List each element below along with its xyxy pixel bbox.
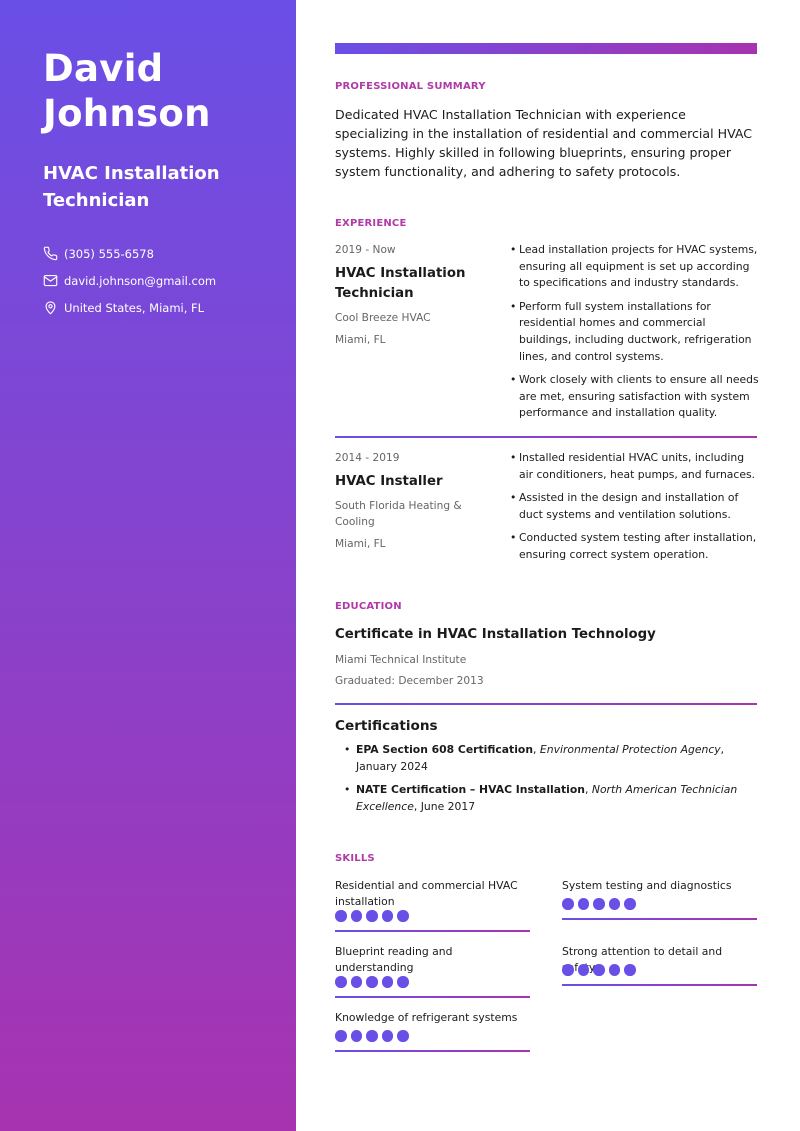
job-role: HVAC Installation Technician (43, 163, 220, 211)
contact-email[interactable] (43, 273, 216, 288)
skill-dot (351, 1030, 363, 1042)
skill-name: Residential and commercial HVAC installation (335, 879, 518, 908)
skill-dot (624, 898, 636, 910)
skill-rating (335, 976, 530, 988)
skill-dot (382, 1030, 394, 1042)
experience-heading: EXPERIENCE (335, 218, 407, 229)
skill-dot (351, 976, 363, 988)
skill-dot (562, 964, 574, 976)
skill-dot (624, 964, 636, 976)
skill-item (562, 944, 757, 986)
job-bullets (510, 242, 760, 429)
skill-divider (335, 930, 530, 932)
certification-item: • EPA Section 608 Certification, Environmental Protection Agency, January 2024 (335, 742, 757, 775)
job-bullet: • Conducted system testing after installation, ensuring correct system operation. (510, 530, 760, 563)
job-title: HVAC Installer (335, 474, 443, 489)
skill-rating (335, 910, 530, 922)
graduation-date: Graduated: December 2013 (335, 675, 484, 687)
skill-dot (366, 1030, 378, 1042)
skill-item (335, 944, 530, 998)
skill-divider (335, 1050, 530, 1052)
skill-divider (562, 918, 757, 920)
location-pin-icon (43, 300, 58, 315)
certification-date: , January 2024 (356, 743, 725, 773)
job-dates: 2019 - Now (335, 244, 396, 256)
job-location: Miami, FL (335, 538, 386, 550)
skill-name: Blueprint reading and understanding (335, 945, 453, 974)
skill-name: Strong attention to detail and (562, 945, 723, 958)
job-company: Cool Breeze HVAC (335, 312, 431, 324)
email-text: david.johnson@gmail.com (64, 273, 217, 288)
skill-rating (335, 1030, 530, 1042)
skill-item (562, 878, 757, 920)
contact-location (43, 300, 204, 315)
skill-item (335, 1010, 530, 1052)
accent-bar (335, 43, 757, 54)
skill-dot (593, 964, 605, 976)
education-divider (335, 703, 757, 705)
skill-dot (578, 964, 590, 976)
certification-name: NATE Certification – HVAC Installation (356, 783, 585, 797)
phone-text: (305) 555-6578 (64, 246, 154, 261)
skill-dot (382, 910, 394, 922)
skill-divider (562, 984, 757, 986)
job-bullet: • Perform full system installations for residential homes and commercial buildings, including ductwork, refrigeration lines, and control systems. (510, 299, 760, 365)
skill-dot (382, 976, 394, 988)
skill-dot (397, 976, 409, 988)
skill-dot (351, 910, 363, 922)
candidate-name: David Johnson (43, 47, 211, 135)
job-dates: 2014 - 2019 (335, 452, 400, 464)
certification-item: • NATE Certification – HVAC Installation, North American Technician Excellence, June 2017 (335, 782, 757, 815)
skill-item (335, 878, 530, 932)
skill-dot (609, 964, 621, 976)
skill-divider (335, 996, 530, 998)
degree-title: Certificate in HVAC Installation Technology (335, 627, 656, 642)
skill-dot (562, 898, 574, 910)
certifications-list (335, 742, 757, 822)
job-bullet: • Assisted in the design and installation of duct systems and ventilation solutions. (510, 490, 760, 523)
job-title: HVAC Installation Technician (335, 266, 466, 301)
job-company: South Florida Heating & Cooling (335, 500, 462, 528)
contact-phone[interactable] (43, 246, 154, 261)
skill-dot (609, 898, 621, 910)
skill-dot (397, 1030, 409, 1042)
job-bullet: • Work closely with clients to ensure all needs are met, ensuring satisfaction with system performance and installation quality. (510, 372, 760, 422)
job-bullets (510, 450, 760, 571)
certifications-heading: Certifications (335, 718, 438, 734)
certification-org: North American Technician Excellence (356, 783, 738, 813)
skill-dot (397, 910, 409, 922)
mail-icon (43, 273, 58, 288)
skill-dot (593, 898, 605, 910)
skill-dot (366, 910, 378, 922)
skill-dot (578, 898, 590, 910)
skill-dot (366, 976, 378, 988)
experience-divider (335, 436, 757, 438)
job-bullet: • Lead installation projects for HVAC systems, ensuring all equipment is set up according to specifications and industry standards. (510, 242, 760, 292)
education-heading: EDUCATION (335, 601, 402, 612)
job-bullet: • Installed residential HVAC units, including air conditioners, heat pumps, and furnaces. (510, 450, 760, 483)
certification-org: Environmental Protection Agency (539, 743, 721, 756)
skill-dot (335, 1030, 347, 1042)
skills-heading: SKILLS (335, 853, 375, 864)
certification-name: EPA Section 608 Certification (356, 743, 534, 756)
summary-heading: PROFESSIONAL SUMMARY (335, 81, 486, 92)
skill-dot (335, 910, 347, 922)
sidebar (0, 0, 296, 1131)
summary-text: Dedicated HVAC Installation Technician with experience specializing in the installation of residential and commercial HVAC systems. Highly skilled in following blueprints, ensuring proper system functionality, and adhering to safety protocols. (335, 107, 753, 179)
phone-icon (43, 246, 58, 261)
skill-name: Knowledge of refrigerant systems (335, 1011, 518, 1024)
skill-name: System testing and diagnostics (562, 879, 732, 892)
location-text: United States, Miami, FL (64, 300, 205, 315)
school-name: Miami Technical Institute (335, 654, 467, 666)
job-location: Miami, FL (335, 334, 386, 346)
skill-dot (335, 976, 347, 988)
skill-rating (562, 898, 757, 910)
certification-date: , June 2017 (413, 799, 476, 813)
